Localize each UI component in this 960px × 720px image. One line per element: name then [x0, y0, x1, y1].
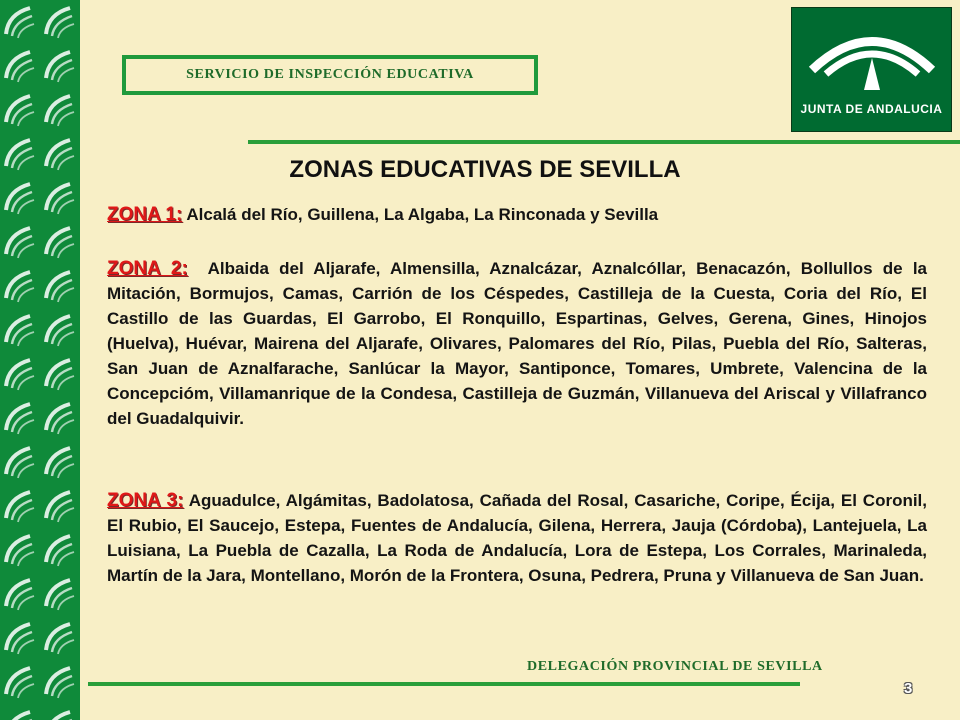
service-header-box [122, 55, 538, 95]
swoosh-pattern-icon [0, 0, 80, 720]
decorative-side-band [0, 0, 80, 720]
junta-emblem-icon [792, 8, 953, 103]
service-header-text: SERVICIO DE INSPECCIÓN EDUCATIVA [186, 67, 474, 82]
logo-text: JUNTA DE ANDALUCIA [800, 102, 943, 116]
zone-2-text: Albaida del Aljarafe, Almensilla, Aznalcázar, Aznalcóllar, Benacazón, Bollullos de la Mitación, Bormujos, Camas, Carrión de los Céspedes, Castilleja de la Cuesta, Coria del Río, El Castillo de las Guardas, El Garrobo, El Ronquillo, Espartinas, Gelves, Gerena, Gines, Hinojos (Huelva), Huévar, Mairena del Aljarafe, Olivares, Palomares del Río, Pilas, Puebla del Río, Salteras, San Juan de Aznalfarache, Sanlúcar la Mayor, Santiponce, Tomares, Umbrete, Valencina de la Concepcióm, Villamanrique de la Condesa, Castilleja de Guzmán, Villanueva del Ariscal y Villafranco del Guadalquivir. [107, 259, 928, 428]
zone-2-label: ZONA 2: [107, 258, 188, 279]
zone-3-text: Aguadulce, Algámitas, Badolatosa, Cañada del Rosal, Casariche, Coripe, Écija, El Coronil, El Rubio, El Saucejo, Estepa, Fuentes de Andalucía, Gilena, Herrera, Jauja (Córdoba), Lantejuela, La Luisiana, La Puebla de Cazalla, La Roda de Andalucía, Lora de Estepa, Los Corrales, Marinaleda, Martín de la Jara, Montellano, Morón de la Frontera, Osuna, Pedrera, Pruna y Villanueva de San Juan. [107, 491, 928, 585]
top-divider [248, 140, 960, 144]
page-title: ZONAS EDUCATIVAS DE SEVILLA [289, 156, 681, 183]
footer-delegation: DELEGACIÓN PROVINCIAL DE SEVILLA [527, 659, 823, 674]
zone-1-text: Alcalá del Río, Guillena, La Algaba, La Rinconada y Sevilla [186, 205, 659, 224]
junta-andalucia-logo [791, 7, 952, 132]
page-number: 3 [904, 680, 913, 697]
zone-3-paragraph [107, 488, 927, 588]
bottom-divider [88, 682, 800, 686]
zone-3-label: ZONA 3: [107, 490, 184, 511]
zone-1-label: ZONA 1: [107, 204, 183, 225]
zone-1-paragraph [107, 202, 927, 227]
zone-2-paragraph [107, 256, 927, 431]
